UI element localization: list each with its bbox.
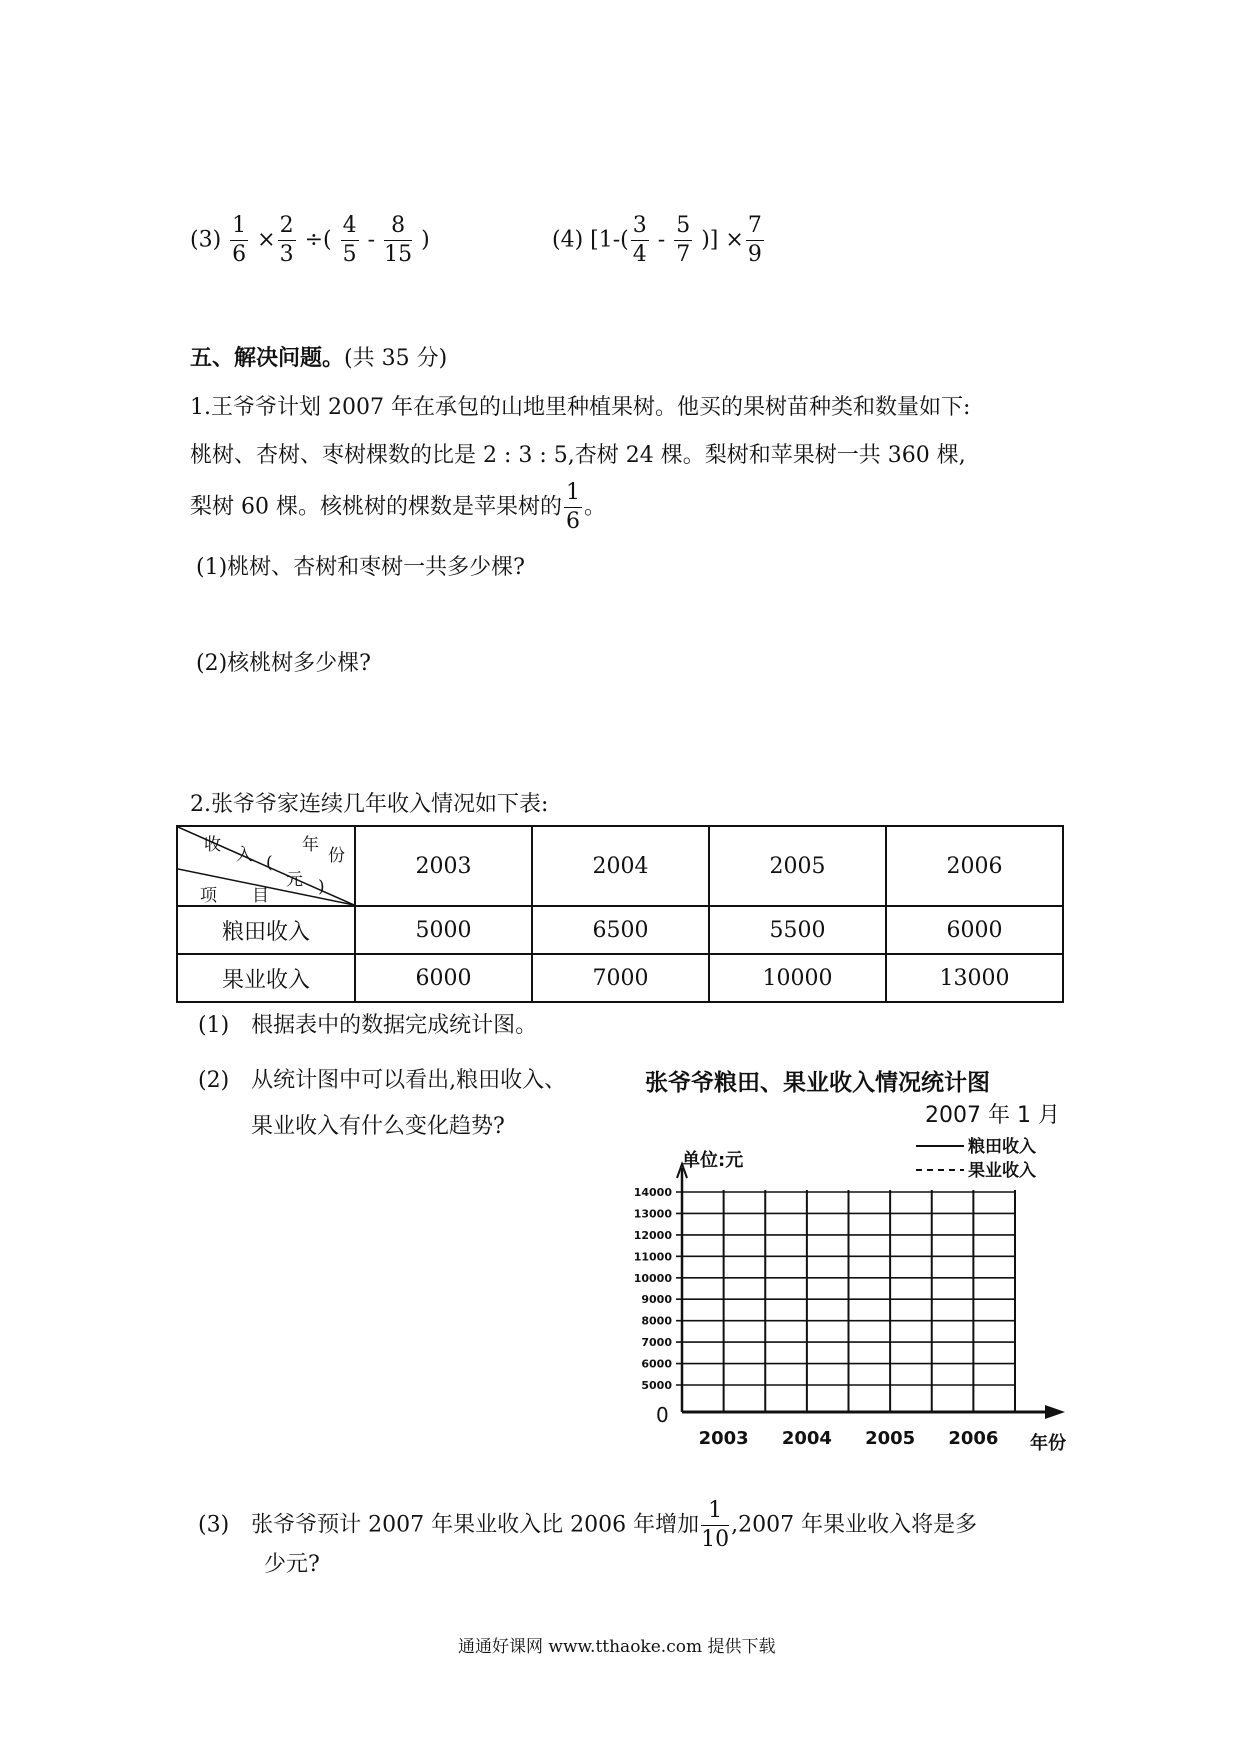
income-chart [620,1060,1090,1460]
chart-grid [676,1164,1065,1419]
year-header: 2003 [355,826,532,906]
problem2-question2-line2: 果业收入有什么变化趋势? [251,1114,505,1139]
year-header: 2005 [709,826,886,906]
table-cell: 6000 [355,954,532,1002]
table-cell: 5000 [355,906,532,954]
problem2-question1 [198,1011,537,1041]
x-tick-labels [699,1428,999,1449]
open-bracket: [1-( [590,227,629,253]
problem2-question2 [198,1066,566,1096]
income-table [176,825,1064,1003]
table-cell: 6500 [532,906,709,954]
fraction: $\frac{2}{3}$ [279,213,294,267]
problem1-line3 [190,482,606,533]
question-text: 从统计图中可以看出,粮田收入、 [251,1068,567,1093]
fraction: $\frac{1}{6}$ [232,213,247,267]
problem2-intro: 2.张爷爷家连续几年收入情况如下表: [190,792,549,817]
header-char: 收 [204,835,221,855]
legend-item-fruit: 果业收入 [968,1161,1036,1181]
problem1-line3-text: 梨树 60 棵。核桃树的棵数是苹果树的 [190,494,562,520]
problem1-question2: (2)核桃树多少棵? [196,651,371,676]
y-tick-label: 7000 [641,1336,672,1350]
chart-title: 张爷爷粮田、果业收入情况统计图 [645,1070,990,1096]
x-tick-label: 2006 [948,1428,999,1449]
problem2-question3 [198,1500,977,1551]
table-header-row [177,826,1063,906]
header-char: ) [318,877,325,897]
table-cell: 10000 [709,954,886,1002]
page-footer: 通通好课网 www.tthaoke.com 提供下载 [458,1637,776,1657]
y-tick-label: 6000 [641,1357,672,1371]
header-char: 入 [236,845,253,865]
row-label: 果业收入 [177,954,355,1002]
question-text: 张爷爷预计 2007 年果业收入比 2006 年增加 [251,1512,700,1538]
exercise-3-label: (3) [190,227,222,253]
y-tick-label: 12000 [633,1228,672,1242]
y-tick-label: 14000 [633,1186,672,1199]
question-label: (3) [198,1512,230,1538]
fraction: $\frac{1}{6}$ [565,480,580,534]
table-cell: 5500 [709,906,886,954]
header-char: 元 [286,870,303,890]
chart-subtitle: 2007 年 1 月 [925,1103,1060,1128]
times-sign: × [257,227,276,253]
problem1-line2: 桃树、杏树、枣树棵数的比是 2 : 3 : 5,杏树 24 棵。梨树和苹果树一共 360 棵, [190,443,966,468]
year-header: 2004 [532,826,709,906]
divide-sign: ÷( [304,227,332,253]
question-label: (1) [198,1013,230,1038]
exercise-4-label: (4) [552,227,584,253]
header-char: 项 [200,886,217,906]
fraction: $\frac{5}{7}$ [676,213,691,267]
table-row [177,954,1063,1002]
y-tick-label: 8000 [641,1314,672,1328]
x-tick-label: 2004 [781,1428,832,1449]
fraction: $\frac{4}{5}$ [342,213,357,267]
minus-sign: - [657,227,666,253]
minus-sign: - [367,227,376,253]
problem1-question1: (1)桃树、杏树和枣树一共多少棵? [196,555,525,580]
x-axis-arrow [1045,1405,1065,1419]
table-row [177,906,1063,954]
year-header: 2006 [886,826,1063,906]
x-tick-label: 2005 [865,1428,916,1449]
header-char: 份 [328,846,345,866]
exercise-3 [190,215,430,266]
close-paren: ) [421,227,430,253]
row-label: 粮田收入 [177,906,355,954]
problem2-question3-line2: 少元? [264,1552,320,1577]
table-cell: 6000 [886,906,1063,954]
legend-item-grain: 粮田收入 [968,1137,1036,1157]
question-text: 根据表中的数据完成统计图。 [251,1013,538,1038]
y-tick-label: 13000 [633,1207,672,1221]
period: 。 [583,494,606,520]
fraction: $\frac{7}{9}$ [747,213,762,267]
y-axis-label: 单位:元 [682,1150,744,1171]
header-char: 年 [302,835,319,855]
section-score: (共 35 分) [344,346,448,371]
exercise-4 [552,215,766,266]
times-sign: × [725,227,744,253]
section-heading [190,343,447,374]
y-tick-label: 9000 [641,1293,672,1307]
origin-label: 0 [656,1403,669,1427]
diagonal-header-cell [177,826,355,906]
header-char: ( [266,853,273,873]
y-tick-label: 11000 [633,1250,672,1264]
table-cell: 13000 [886,954,1063,1002]
question-label: (2) [198,1068,230,1093]
fraction: $\frac{8}{15}$ [384,213,413,267]
fraction: $\frac{3}{4}$ [632,213,647,267]
x-tick-label: 2003 [698,1428,749,1449]
section-title: 五、解决问题。 [190,345,345,371]
x-axis-label: 年份 [1030,1433,1066,1454]
close-bracket: )] [701,227,719,253]
header-char: 目 [252,886,269,906]
problem1-line1: 1.王爷爷计划 2007 年在承包的山地里种植果树。他买的果树苗种类和数量如下: [190,395,971,420]
y-tick-labels [634,1186,673,1392]
question-text: ,2007 年果业收入将是多 [731,1512,978,1538]
y-tick-label: 10000 [633,1271,672,1285]
table-cell: 7000 [532,954,709,1002]
y-tick-label: 5000 [641,1379,672,1392]
fraction: $\frac{1}{10}$ [701,1498,730,1552]
